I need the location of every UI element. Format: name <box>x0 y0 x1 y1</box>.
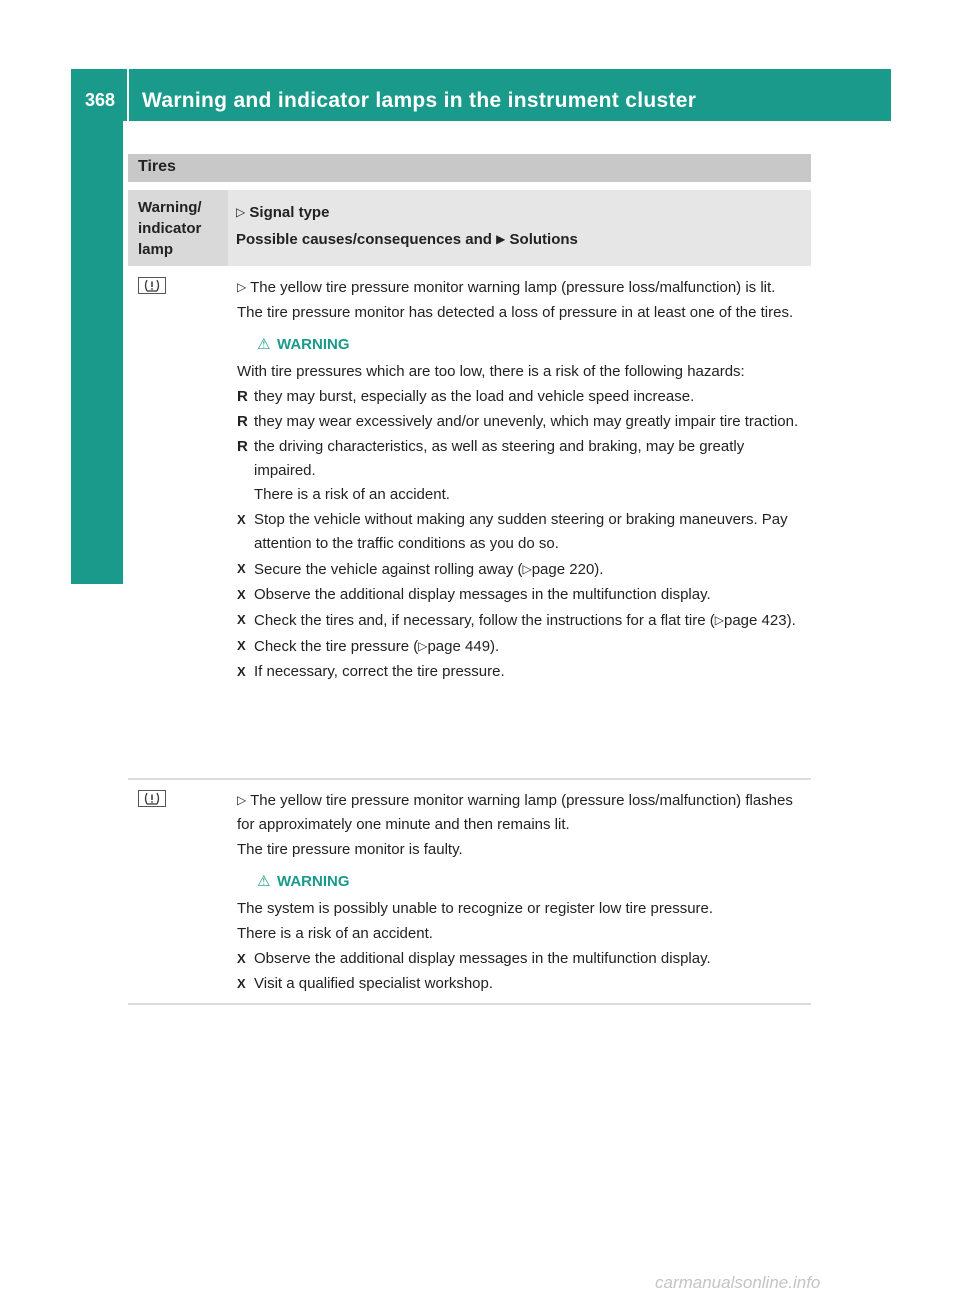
warning-icon: ⚠ <box>257 336 271 353</box>
page-link[interactable]: page 220 <box>531 561 595 578</box>
page-link[interactable]: page 449 <box>427 638 491 655</box>
list-item: R they may burst, especially as the load and vehicle speed increase. <box>237 388 695 405</box>
action-item: X Stop the vehicle without making any sudden steering or braking maneuvers. Pay attention to the traffic conditions as you do so. <box>237 511 788 552</box>
header-divider <box>127 69 129 121</box>
signal-triangle-icon: ▷ <box>237 280 247 294</box>
action-arrow-icon: ▶ <box>496 232 506 246</box>
page-number: 368 <box>85 90 116 110</box>
row-divider <box>128 1003 811 1005</box>
list-item: R they may wear excessively and/or unevenly, which may greatly impair tire traction. <box>237 413 799 430</box>
table-header <box>128 190 811 266</box>
page-ref-icon: ▷ <box>418 639 428 653</box>
column-header-description: ▷ Signal type Possible causes/consequences and ▶ Solutions <box>236 199 578 253</box>
section-title: Tires <box>128 154 811 182</box>
row-content: ▷ The yellow tire pressure monitor warning lamp (pressure loss/malfunction) is lit. The tire pressure monitor has detected a loss of pressure in at least one of the tires. ⚠ WARNING With tire pressures which are too low, there is a risk of the following hazards: R they may burst, especially as the load and vehicle speed increase. R they may wear excessively and/or unevenly, which may greatly impair tire traction. R the driving characteristics, as well as steering and braking, may be greatly impaired. There is a risk of an accident. X Stop the vehicle without making any sudden steering or braking maneuvers. Pay attention to the traffic conditions as you do so. X Secure the vehicle against rolling away (▷page 220). X Observe the additional display messages in the multifunction display. X Check the tires and, if necessary, follow the instructions for a flat tire (▷page 423). X Check the tire pressure (▷page 449). X If necessary, correct the tire pressure. <box>237 275 807 685</box>
action-item: X Secure the vehicle against rolling away (▷page 220). <box>237 557 807 582</box>
action-item: X Observe the additional display messages in the multifunction display. <box>237 950 711 967</box>
side-chapter-label: On-board computer and displays <box>94 198 117 528</box>
chapter-title: Warning and indicator lamps in the instrument cluster <box>142 89 697 112</box>
page-header <box>71 69 891 121</box>
warning-label: ⚠ WARNING <box>257 870 807 894</box>
action-item: X Check the tires and, if necessary, follow the instructions for a flat tire (▷page 423). <box>237 608 807 633</box>
tire-pressure-warning-icon <box>138 277 166 294</box>
action-item: X Visit a qualified specialist workshop. <box>237 975 494 992</box>
list-item: R the driving characteristics, as well as steering and braking, may be greatly impaired. There is a risk of an accident. <box>237 438 745 503</box>
warning-icon: ⚠ <box>257 873 271 890</box>
page-ref-icon: ▷ <box>522 562 532 576</box>
page-link[interactable]: page 423 <box>724 612 787 629</box>
row-content: ▷ The yellow tire pressure monitor warning lamp (pressure loss/malfunction) flashes for approximately one minute and then remains lit. The tire pressure monitor is faulty. ⚠ WARNING The system is possibly unable to recognize or register low tire pressure. There is a risk of an accident. X Observe the additional display messages in the multifunction display. X Visit a qualified specialist workshop. <box>237 788 807 997</box>
action-item: X Observe the additional display messages in the multifunction display. <box>237 586 711 603</box>
signal-triangle-icon: ▷ <box>237 793 247 807</box>
action-item: X Check the tire pressure (▷page 449). <box>237 634 807 659</box>
page-ref-icon: ▷ <box>714 613 724 627</box>
tire-pressure-warning-icon <box>138 790 166 807</box>
watermark: carmanualsonline.info <box>655 1273 821 1292</box>
action-item: X If necessary, correct the tire pressure. <box>237 663 505 680</box>
signal-triangle-icon: ▷ <box>236 205 246 219</box>
warning-label: ⚠ WARNING <box>257 333 807 357</box>
column-header-lamp: Warning/ indicator lamp <box>128 190 228 266</box>
row-divider <box>128 778 811 780</box>
